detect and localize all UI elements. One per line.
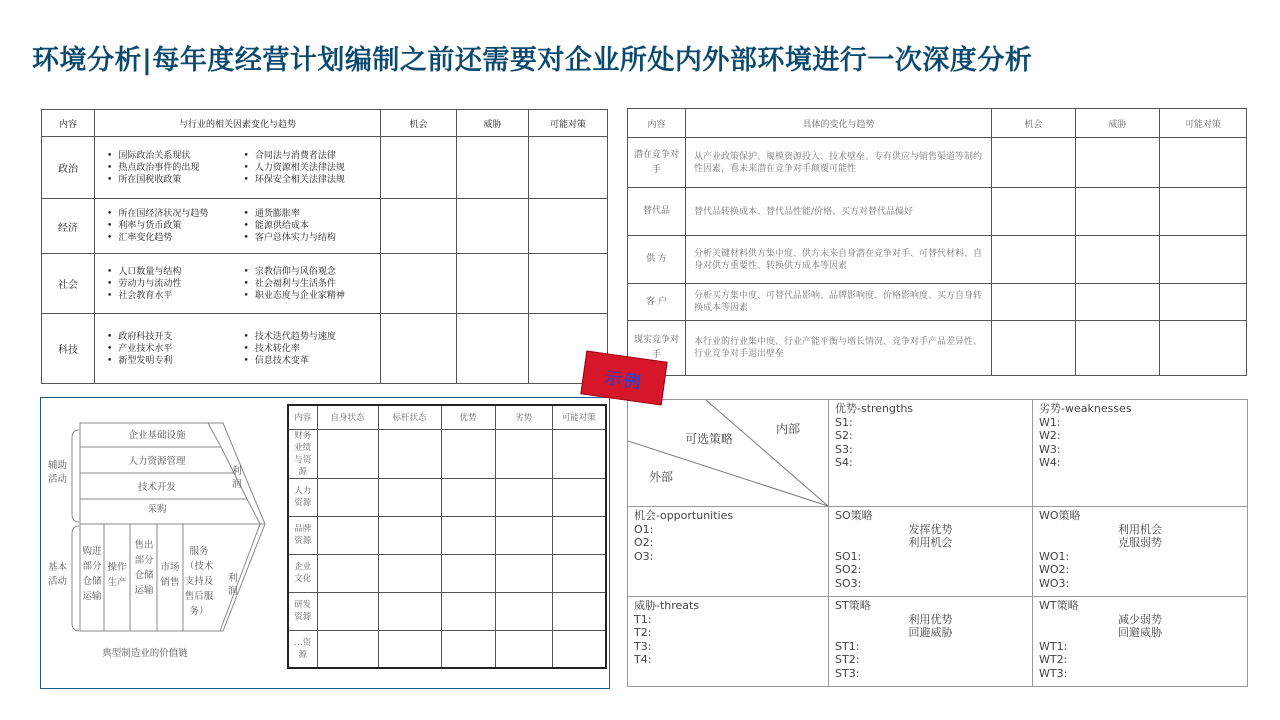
five-forces-empty-cell [1160,236,1247,284]
capability-row [288,592,606,630]
swot-opportunities-title: 机会-opportunities [634,509,734,522]
pest-empty-cell [381,199,457,254]
swot-weaknesses-list [1039,416,1241,470]
example-stamp: 示例 [580,351,667,406]
pest-factor-item: • 技术转化率 [244,343,381,355]
swot-strengths-title: 优势-strengths [835,402,914,415]
pest-factor-item: • 社会教育水平 [107,290,244,302]
swot-st-cell [829,597,1033,687]
capability-empty-cell [495,592,552,630]
page-title: 环境分析|每年度经营计划编制之前还需要对企业所处内外部环境进行一次深度分析 [32,45,1033,76]
five-forces-empty-cell [1076,138,1160,188]
primary-activity-label: 服务（技术支持及售后服务） [184,546,214,617]
five-forces-category: 潜在竞争对手 [628,138,686,188]
swot-list-item: W1: [1039,415,1061,429]
pest-empty-cell [529,199,608,254]
swot-so-line: 发挥优势 [908,522,953,536]
five-forces-empty-cell [1160,284,1247,321]
swot-list-item: SO3: [835,576,862,590]
five-forces-category: 客 户 [628,284,686,321]
swot-opportunities-list [634,523,822,564]
capability-empty-cell [552,516,606,554]
swot-so-line: 利用机会 [908,536,953,549]
five-forces-empty-cell [1160,321,1247,376]
five-forces-description: 分析关键材料供方集中度、供方未来自身潜在竞争对手、可替代材料、自身对供方重要性、转换供方成本等因素 [686,236,992,284]
swot-threats-cell [628,597,829,687]
capability-empty-cell [495,516,552,554]
five-forces-empty-cell [992,236,1076,284]
capability-empty-cell [441,554,495,592]
swot-wt-line: 回避威胁 [1118,626,1162,639]
swot-list-item: ST1: [835,639,860,653]
swot-st-line: 回避威胁 [908,626,953,639]
capability-table [287,404,607,669]
swot-wo-line: 克服弱势 [1118,536,1162,549]
swot-list-item: T3: [634,639,652,653]
swot-threats-title: 威胁-threats [634,599,700,612]
pest-header-cell: 威胁 [457,110,529,137]
support-activity-label: 采购 [147,504,167,515]
capability-category: 人力资源 [288,478,317,516]
pest-table [41,109,608,384]
pest-factor-list [244,208,381,244]
swot-wo-list [1039,550,1241,591]
pest-header-cell: 内容 [42,110,95,137]
capability-category: …资源 [288,630,317,668]
five-forces-header-row [628,109,1247,138]
five-forces-empty-cell [1076,236,1160,284]
swot-list-item: S3: [835,442,853,456]
pest-factor-item: • 所在国税收政策 [107,174,244,186]
pest-factor-list [244,150,381,186]
capability-empty-cell [317,429,378,478]
swot-list-item: T1: [634,612,652,626]
five-forces-description: 替代品转换成本、替代品性能/价格、买方对替代品偏好 [686,188,992,236]
pest-factor-item: • 所在国经济状况与趋势 [107,208,244,220]
capability-empty-cell [495,478,552,516]
swot-st-title: ST策略 [835,599,871,612]
capability-empty-cell [378,478,441,516]
five-forces-empty-cell [992,321,1076,376]
primary-activities-label: 基本活动 [48,562,68,587]
capability-empty-cell [317,554,378,592]
capability-header-row [288,405,606,429]
pest-factor-item: • 技术迭代趋势与速度 [244,331,381,343]
capability-empty-cell [552,429,606,478]
support-brace [72,430,79,522]
pest-factors [95,254,381,314]
profit-label-top: 利润 [232,466,242,490]
pest-factor-list [107,331,244,367]
five-forces-description: 本行业的行业集中度、行业产能平衡与增长情况、竞争对手产品差异性、行业竞争对手退出壁垒 [686,321,992,376]
support-activities-label: 辅助活动 [48,460,68,485]
five-forces-header-cell: 机会 [992,109,1076,138]
primary-brace [72,526,79,631]
pest-factor-list [107,266,244,302]
swot-wt-line: 减少弱势 [1118,612,1162,626]
five-forces-empty-cell [992,138,1076,188]
pest-factor-item: • 职业态度与企业家精神 [244,290,381,302]
swot-list-item: SO2: [835,563,862,576]
swot-list-item: WT3: [1039,666,1068,680]
swot-threats-list [634,613,822,667]
capability-row [288,516,606,554]
five-forces-header-cell: 具体的变化与趋势 [686,109,992,138]
pest-row [42,254,608,314]
pest-row [42,199,608,254]
primary-activity-label: 市场销售 [160,562,180,588]
support-row-shape [80,499,260,524]
capability-empty-cell [441,429,495,478]
capability-header-cell: 劣势 [495,405,552,429]
capability-empty-cell [495,554,552,592]
pest-factor-list [244,266,381,302]
swot-list-item: W2: [1039,429,1061,442]
swot-list-item: WO3: [1039,576,1070,590]
swot-list-item: S2: [835,429,853,442]
pest-factor-item: • 宗教信仰与风俗观念 [244,266,381,278]
capability-empty-cell [378,630,441,668]
capability-empty-cell [441,592,495,630]
swot-so-list [835,550,1026,591]
pest-factor-item: • 社会福利与生活条件 [244,278,381,290]
capability-row [288,554,606,592]
capability-empty-cell [441,516,495,554]
five-forces-empty-cell [1076,284,1160,321]
pest-factor-item: • 信息技术变革 [244,355,381,367]
pest-header-cell: 机会 [381,110,457,137]
pest-factor-item: • 新型发明专利 [107,355,244,367]
swot-internal-label: 内部 [776,422,801,436]
pest-row [42,314,608,384]
swot-list-item: O2: [634,536,654,549]
pest-factors [95,314,381,384]
swot-wt-cell [1033,597,1248,687]
pest-factor-item: • 人口数量与结构 [107,266,244,278]
capability-empty-cell [552,630,606,668]
swot-list-item: S1: [835,415,853,429]
five-forces-category: 现实竞争对手 [628,321,686,376]
five-forces-row [628,138,1247,188]
capability-empty-cell [552,554,606,592]
swot-st-line: 利用优势 [908,612,953,626]
swot-st-list [835,640,1026,681]
five-forces-empty-cell [1076,188,1160,236]
pest-empty-cell [529,254,608,314]
pest-factor-item: • 劳动力与流动性 [107,278,244,290]
pest-factor-list [244,331,381,367]
capability-empty-cell [317,630,378,668]
swot-matrix [627,399,1248,687]
swot-list-item: ST3: [835,666,860,680]
swot-list-item: T4: [634,653,652,666]
pest-factor-item: • 客户总体实力与结构 [244,232,381,244]
capability-empty-cell [552,478,606,516]
pest-factor-item: • 通货膨胀率 [244,208,381,220]
swot-wo-title: WO策略 [1039,509,1081,522]
pest-factor-item: • 汇率变化趋势 [107,232,244,244]
five-forces-row [628,321,1247,376]
capability-header-cell: 优势 [441,405,495,429]
five-forces-row [628,284,1247,321]
five-forces-header-cell: 威胁 [1076,109,1160,138]
swot-list-item: O3: [634,549,654,563]
pest-empty-cell [457,137,529,199]
capability-empty-cell [378,429,441,478]
swot-wt-title: WT策略 [1039,599,1079,612]
pest-empty-cell [457,254,529,314]
support-activity-label: 技术开发 [137,482,177,493]
pest-header-cell: 可能对策 [529,110,608,137]
value-chain-caption: 典型制造业的价值链 [102,648,188,659]
swot-wt-list [1039,640,1241,681]
capability-category: 财务业绩与资源 [288,429,317,478]
profit-label-bottom: 利润 [228,573,238,597]
five-forces-empty-cell [1076,321,1160,376]
pest-empty-cell [381,314,457,384]
swot-strategy-label: 可选策略 [685,432,734,446]
swot-weaknesses-cell [1033,400,1248,507]
pest-factor-item: • 产业技术水平 [107,343,244,355]
swot-list-item: WT2: [1039,653,1068,666]
capability-category: 企业文化 [288,554,317,592]
pest-category: 科技 [42,314,95,384]
capability-empty-cell [378,516,441,554]
swot-external-label: 外部 [649,470,674,484]
capability-empty-cell [317,478,378,516]
five-forces-header-cell: 可能对策 [1160,109,1247,138]
capability-empty-cell [441,478,495,516]
swot-strengths-cell [829,400,1033,507]
five-forces-header-cell: 内容 [628,109,686,138]
capability-row [288,478,606,516]
capability-row [288,429,606,478]
pest-factor-list [107,208,244,244]
capability-header-cell: 可能对策 [552,405,606,429]
pest-factor-item: • 环保安全相关法律法规 [244,174,381,186]
swot-diagonal-lines [628,400,828,506]
swot-wo-line: 利用机会 [1118,522,1162,536]
five-forces-empty-cell [992,188,1076,236]
primary-activity-label: 购进部分仓储运输 [82,546,102,602]
pest-factor-item: • 国际政治关系现状 [107,150,244,162]
pest-factor-item: • 合同法与消费者法律 [244,150,381,162]
pest-category: 社会 [42,254,95,314]
five-forces-description: 从产业政策保护、规模资源投入、技术壁垒、专有供应与销售渠道等制约性因素，看未来潜在竞争对手颠覆可能性 [686,138,992,188]
swot-weaknesses-title: 劣势-weaknesses [1039,402,1132,415]
pest-factor-item: • 人力资源相关法律法规 [244,162,381,174]
five-forces-table [627,108,1247,376]
pest-empty-cell [381,254,457,314]
support-activity-label: 企业基础设施 [128,430,186,441]
swot-list-item: WT1: [1039,639,1068,653]
swot-wo-cell [1033,507,1248,597]
five-forces-category: 供 方 [628,236,686,284]
five-forces-description: 分析买方集中度、可替代品影响、品牌影响度、价格影响度、买方自身转换成本等因素 [686,284,992,321]
pest-row [42,137,608,199]
capability-empty-cell [317,592,378,630]
pest-header-cell: 与行业的相关因素变化与趋势 [95,110,381,137]
pest-category: 政治 [42,137,95,199]
capability-empty-cell [441,630,495,668]
swot-diagonal-cell [628,400,829,507]
capability-empty-cell [495,429,552,478]
pest-factor-list [107,150,244,186]
capability-header-cell: 标杆状态 [378,405,441,429]
pest-empty-cell [529,137,608,199]
five-forces-row [628,236,1247,284]
capability-category: 研发资源 [288,592,317,630]
capability-empty-cell [495,630,552,668]
five-forces-row [628,188,1247,236]
swot-list-item: W4: [1039,456,1061,469]
pest-factor-item: • 热点政治事件的出现 [107,162,244,174]
pest-factors [95,137,381,199]
swot-list-item: SO1: [835,549,862,563]
five-forces-category: 替代品 [628,188,686,236]
capability-header-cell: 自身状态 [317,405,378,429]
swot-list-item: WO2: [1039,563,1070,576]
swot-list-item: T2: [634,626,652,639]
five-forces-empty-cell [992,284,1076,321]
capability-empty-cell [317,516,378,554]
swot-list-item: O1: [634,522,654,536]
pest-category: 经济 [42,199,95,254]
pest-empty-cell [457,314,529,384]
pest-factor-item: • 利率与货币政策 [107,220,244,232]
swot-list-item: WO1: [1039,549,1070,563]
support-activity-label: 人力资源管理 [128,456,186,467]
swot-list-item: S4: [835,456,853,469]
pest-factor-item: • 政府科技开支 [107,331,244,343]
capability-header-cell: 内容 [288,405,317,429]
primary-activity-label: 操作生产 [107,562,127,588]
capability-row [288,630,606,668]
five-forces-empty-cell [1160,188,1247,236]
swot-list-item: ST2: [835,653,860,666]
capability-empty-cell [378,592,441,630]
swot-so-title: SO策略 [835,509,873,522]
pest-empty-cell [457,199,529,254]
pest-header-row [42,110,608,137]
primary-activity-label: 售出部分仓储运输 [134,540,154,596]
swot-so-cell [829,507,1033,597]
pest-empty-cell [381,137,457,199]
capability-empty-cell [378,554,441,592]
swot-list-item: W3: [1039,442,1061,456]
swot-strengths-list [835,416,1026,470]
capability-empty-cell [552,592,606,630]
pest-factor-item: • 能源供给成本 [244,220,381,232]
pest-factors [95,199,381,254]
capability-category: 品牌资源 [288,516,317,554]
swot-opportunities-cell [628,507,829,597]
five-forces-empty-cell [1160,138,1247,188]
